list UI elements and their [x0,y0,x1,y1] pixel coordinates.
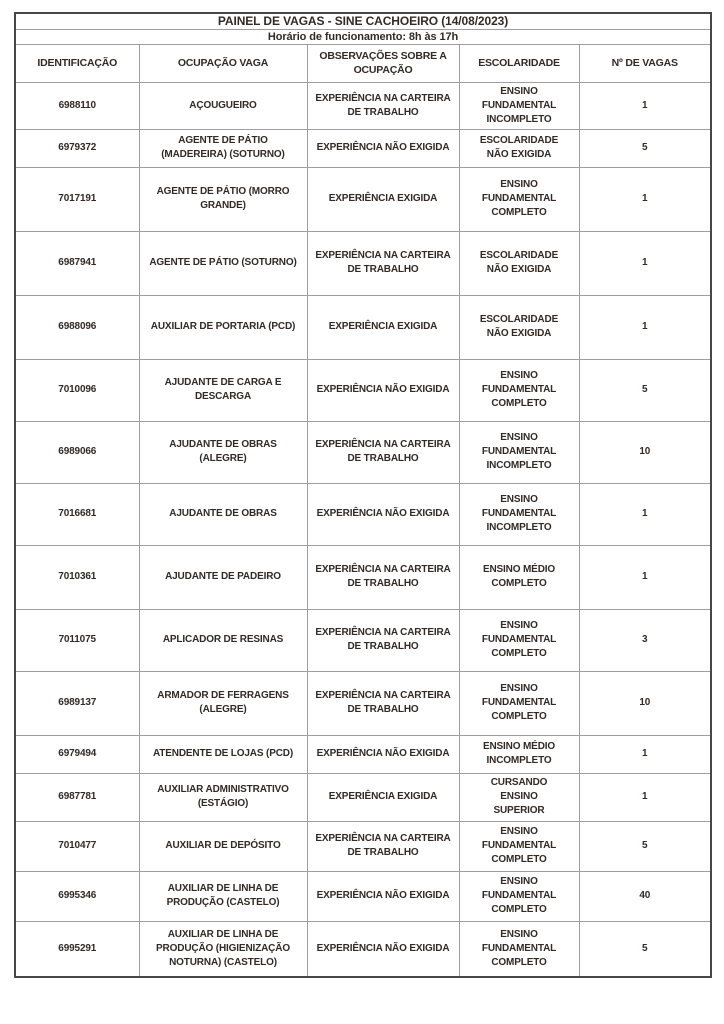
cell-escolaridade: ENSINO MÉDIO COMPLETO [459,545,579,609]
cell-ocupacao: AUXILIAR DE PORTARIA (PCD) [139,295,307,359]
subtitle-row [15,29,711,44]
cell-identificacao: 6979494 [15,735,139,773]
cell-identificacao: 6988110 [15,82,139,129]
cell-escolaridade: ESCOLARIDADE NÃO EXIGIDA [459,231,579,295]
cell-ocupacao: AGENTE DE PÁTIO (MADEREIRA) (SOTURNO) [139,129,307,167]
cell-observacoes: EXPERIÊNCIA EXIGIDA [307,773,459,821]
cell-observacoes: EXPERIÊNCIA NÃO EXIGIDA [307,735,459,773]
table-row [15,483,711,545]
cell-escolaridade: ENSINO FUNDAMENTAL COMPLETO [459,821,579,871]
cell-num-vagas: 1 [579,295,711,359]
cell-identificacao: 7010361 [15,545,139,609]
cell-ocupacao: AUXILIAR DE LINHA DE PRODUÇÃO (HIGIENIZAÇÃO NOTURNA) (CASTELO) [139,921,307,977]
cell-observacoes: EXPERIÊNCIA NA CARTEIRA DE TRABALHO [307,82,459,129]
table-row [15,82,711,129]
cell-ocupacao: AJUDANTE DE PADEIRO [139,545,307,609]
cell-escolaridade: ENSINO FUNDAMENTAL COMPLETO [459,671,579,735]
cell-escolaridade: ENSINO FUNDAMENTAL COMPLETO [459,871,579,921]
cell-num-vagas: 40 [579,871,711,921]
cell-escolaridade: ENSINO FUNDAMENTAL COMPLETO [459,167,579,231]
table-row [15,735,711,773]
cell-escolaridade: CURSANDO ENSINO SUPERIOR [459,773,579,821]
cell-identificacao: 6987781 [15,773,139,821]
cell-identificacao: 6995346 [15,871,139,921]
cell-ocupacao: AGENTE DE PÁTIO (SOTURNO) [139,231,307,295]
cell-num-vagas: 3 [579,609,711,671]
cell-ocupacao: ARMADOR DE FERRAGENS (ALEGRE) [139,671,307,735]
cell-identificacao: 6987941 [15,231,139,295]
vacancy-table [14,12,712,978]
cell-observacoes: EXPERIÊNCIA NÃO EXIGIDA [307,359,459,421]
cell-ocupacao: AJUDANTE DE OBRAS [139,483,307,545]
cell-escolaridade: ENSINO FUNDAMENTAL COMPLETO [459,921,579,977]
cell-observacoes: EXPERIÊNCIA NA CARTEIRA DE TRABALHO [307,421,459,483]
cell-num-vagas: 1 [579,167,711,231]
cell-identificacao: 6995291 [15,921,139,977]
cell-num-vagas: 1 [579,545,711,609]
cell-observacoes: EXPERIÊNCIA NÃO EXIGIDA [307,129,459,167]
cell-observacoes: EXPERIÊNCIA NÃO EXIGIDA [307,483,459,545]
cell-escolaridade: ENSINO FUNDAMENTAL INCOMPLETO [459,421,579,483]
title-row [15,13,711,29]
table-row [15,545,711,609]
cell-num-vagas: 10 [579,671,711,735]
cell-escolaridade: ENSINO MÉDIO INCOMPLETO [459,735,579,773]
cell-num-vagas: 1 [579,773,711,821]
col-header-ocupacao: OCUPAÇÃO VAGA [139,44,307,82]
cell-identificacao: 7016681 [15,483,139,545]
table-row [15,773,711,821]
table-row [15,421,711,483]
cell-ocupacao: ATENDENTE DE LOJAS (PCD) [139,735,307,773]
table-row [15,609,711,671]
cell-identificacao: 6989066 [15,421,139,483]
cell-escolaridade: ENSINO FUNDAMENTAL INCOMPLETO [459,483,579,545]
col-header-escolaridade: ESCOLARIDADE [459,44,579,82]
cell-num-vagas: 5 [579,921,711,977]
cell-observacoes: EXPERIÊNCIA EXIGIDA [307,295,459,359]
table-row [15,295,711,359]
cell-escolaridade: ENSINO FUNDAMENTAL INCOMPLETO [459,82,579,129]
cell-num-vagas: 1 [579,483,711,545]
cell-ocupacao: AUXILIAR ADMINISTRATIVO (ESTÁGIO) [139,773,307,821]
cell-num-vagas: 10 [579,421,711,483]
col-header-observacoes: OBSERVAÇÕES SOBRE A OCUPAÇÃO [307,44,459,82]
header-row [15,44,711,82]
cell-identificacao: 6979372 [15,129,139,167]
cell-ocupacao: APLICADOR DE RESINAS [139,609,307,671]
cell-ocupacao: AJUDANTE DE CARGA E DESCARGA [139,359,307,421]
cell-num-vagas: 5 [579,821,711,871]
cell-identificacao: 7010477 [15,821,139,871]
cell-observacoes: EXPERIÊNCIA NÃO EXIGIDA [307,921,459,977]
cell-ocupacao: AGENTE DE PÁTIO (MORRO GRANDE) [139,167,307,231]
cell-observacoes: EXPERIÊNCIA NA CARTEIRA DE TRABALHO [307,671,459,735]
table-row [15,359,711,421]
col-header-identificacao: IDENTIFICAÇÃO [15,44,139,82]
cell-identificacao: 6989137 [15,671,139,735]
opening-hours: Horário de funcionamento: 8h às 17h [15,29,711,44]
cell-escolaridade: ENSINO FUNDAMENTAL COMPLETO [459,359,579,421]
cell-num-vagas: 1 [579,82,711,129]
cell-identificacao: 6988096 [15,295,139,359]
cell-observacoes: EXPERIÊNCIA NA CARTEIRA DE TRABALHO [307,609,459,671]
cell-identificacao: 7017191 [15,167,139,231]
cell-ocupacao: AÇOUGUEIRO [139,82,307,129]
table-row [15,129,711,167]
table-row [15,821,711,871]
table-row [15,671,711,735]
cell-escolaridade: ENSINO FUNDAMENTAL COMPLETO [459,609,579,671]
cell-escolaridade: ESCOLARIDADE NÃO EXIGIDA [459,129,579,167]
cell-num-vagas: 5 [579,129,711,167]
cell-observacoes: EXPERIÊNCIA NÃO EXIGIDA [307,871,459,921]
cell-observacoes: EXPERIÊNCIA NA CARTEIRA DE TRABALHO [307,821,459,871]
cell-observacoes: EXPERIÊNCIA NA CARTEIRA DE TRABALHO [307,231,459,295]
cell-identificacao: 7010096 [15,359,139,421]
cell-observacoes: EXPERIÊNCIA NA CARTEIRA DE TRABALHO [307,545,459,609]
table-row [15,871,711,921]
cell-ocupacao: AUXILIAR DE DEPÓSITO [139,821,307,871]
table-row [15,231,711,295]
table-row [15,921,711,977]
panel-title: PAINEL DE VAGAS - SINE CACHOEIRO (14/08/2023) [15,13,711,29]
cell-identificacao: 7011075 [15,609,139,671]
cell-ocupacao: AJUDANTE DE OBRAS (ALEGRE) [139,421,307,483]
cell-num-vagas: 1 [579,231,711,295]
cell-observacoes: EXPERIÊNCIA EXIGIDA [307,167,459,231]
cell-num-vagas: 1 [579,735,711,773]
cell-escolaridade: ESCOLARIDADE NÃO EXIGIDA [459,295,579,359]
vacancy-panel-sheet [14,12,710,978]
col-header-num-vagas: Nº DE VAGAS [579,44,711,82]
table-row [15,167,711,231]
cell-num-vagas: 5 [579,359,711,421]
cell-ocupacao: AUXILIAR DE LINHA DE PRODUÇÃO (CASTELO) [139,871,307,921]
